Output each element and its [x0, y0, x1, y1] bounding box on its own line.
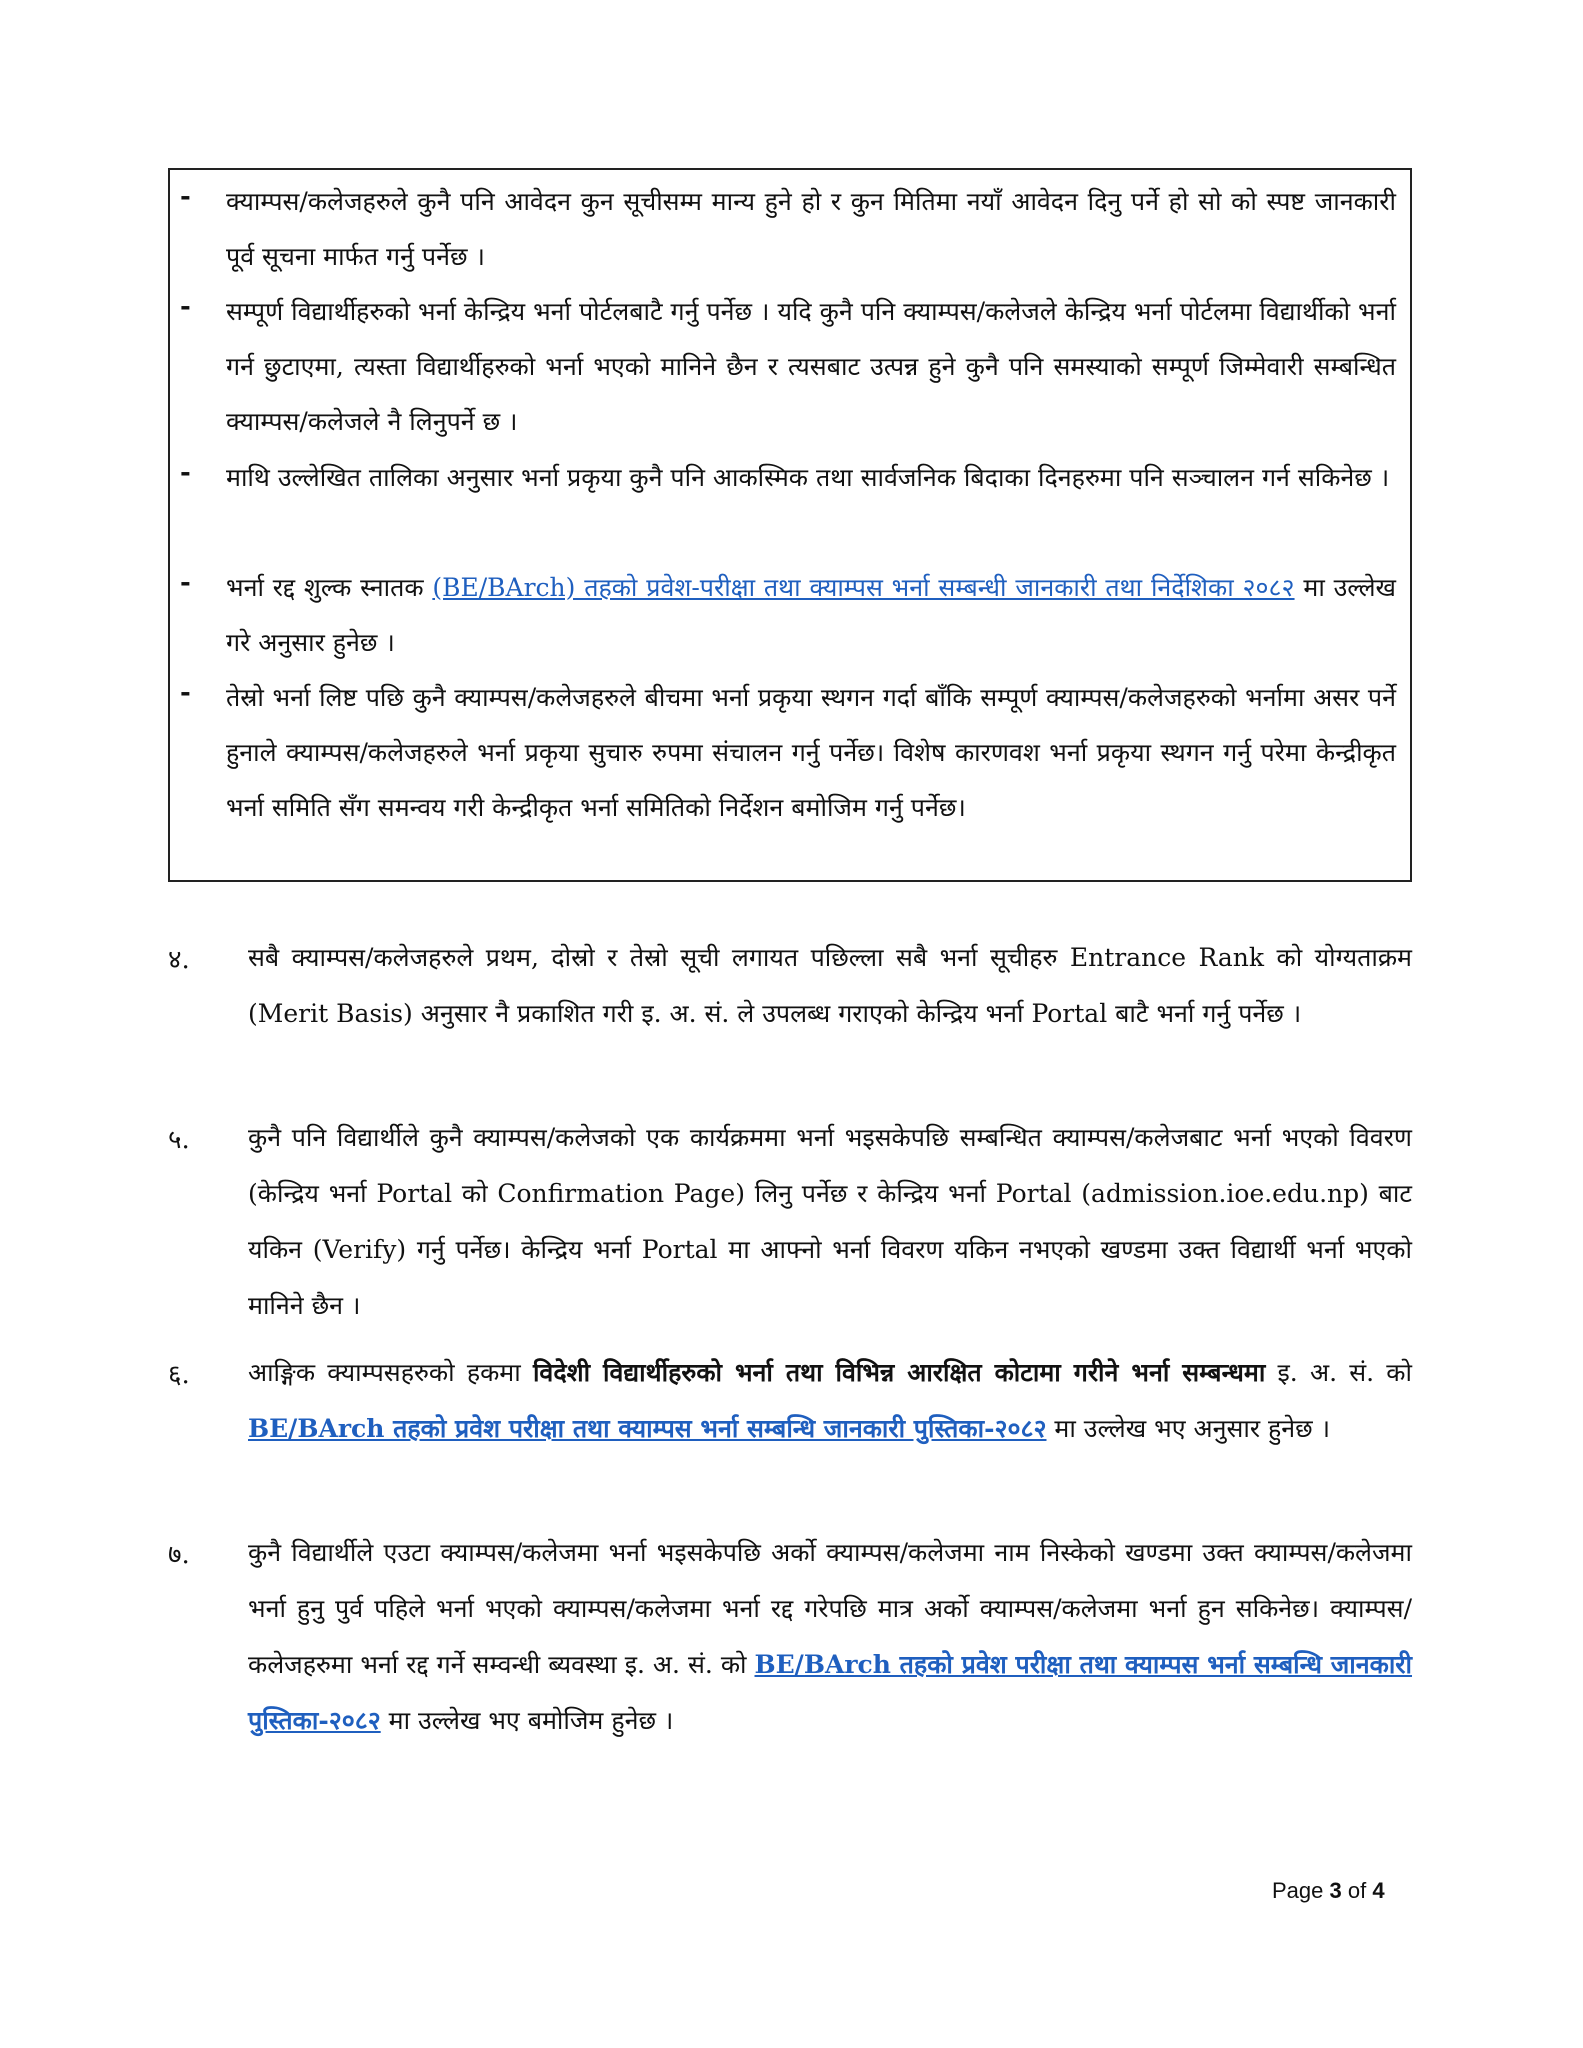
bullet-text: तेस्रो भर्ना लिष्ट पछि कुनै क्याम्पस/कलेजहरुले बीचमा भर्ना प्रकृया स्थगन गर्दा बाँकि सम्पूर्ण क्याम्पस/कलेजहरुको भर्नामा असर पर्ने हुनाले क्याम्पस/कलेजहरुले भर्ना प्रकृया सुचारु रुपमा संचालन गर्नु पर्नेछ। विशेष कारणवश भर्ना प्रकृया स्थगन गर्नु परेमा केन्द्रीकृत भर्ना समिति सँग समन्वय गरी केन्द्रीकृत भर्ना समितिको निर्देशन बमोजिम गर्नु पर्नेछ। [226, 683, 1396, 822]
item-number: ६. [168, 1360, 190, 1390]
bullet-dash: - [180, 458, 191, 488]
item-text: सबै क्याम्पस/कलेजहरुले प्रथम, दोस्रो र तेस्रो सूची लगायत पछिल्ला सबै भर्ना सूचीहरु Entrance Rank को योग्यताक्रम (Merit Basis) अनुसार नै प्रकाशित गरी इ. अ. सं. ले उपलब्ध गराएको केन्द्रिय भर्ना Portal बाटै भर्ना गर्नु पर्नेछ । [248, 943, 1412, 1028]
total-pages: 4 [1372, 1878, 1385, 1903]
notice-box [168, 168, 1412, 882]
bullet-text: सम्पूर्ण विद्यार्थीहरुको भर्ना केन्द्रिय भर्ना पोर्टलबाटै गर्नु पर्नेछ । यदि कुनै पनि क्याम्पस/कलेजले केन्द्रिय भर्ना पोर्टलमा विद्यार्थीको भर्ना गर्न छुटाएमा, त्यस्ता विद्यार्थीहरुको भर्ना भएको मानिने छैन र त्यसबाट उत्पन्न हुने कुनै पनि समस्याको सम्पूर्ण जिम्मेवारी सम्बन्धित क्याम्पस/कलेजले नै लिनुपर्ने छ । [226, 297, 1396, 436]
guide-link[interactable]: (BE/BArch) तहको प्रवेश-परीक्षा तथा क्याम्पस भर्ना सम्बन्धी जानकारी तथा निर्देशिका २०८२ [432, 573, 1295, 602]
bullet-text-before: भर्ना रद्द शुल्क स्नातक [226, 573, 433, 602]
item-text [248, 1345, 1412, 1457]
of-label: of [1347, 1878, 1367, 1903]
bullet-dash: - [180, 678, 191, 708]
page-label: Page [1272, 1878, 1324, 1903]
bullet-text-after: मा उल्लेख गरे अनुसार हुनेछ । [226, 573, 1396, 657]
item-text-mid: इ. अ. सं. को [1265, 1358, 1412, 1387]
current-page: 3 [1329, 1878, 1342, 1903]
bullet-dash: - [180, 292, 191, 322]
bullet-dash: - [180, 568, 191, 598]
item-number: ५. [168, 1125, 190, 1155]
booklet-link[interactable]: BE/BArch तहको प्रवेश परीक्षा तथा क्याम्पस भर्ना सम्बन्धि जानकारी पुस्तिका-२०८२ [248, 1650, 1412, 1735]
bullet-dash: - [180, 182, 191, 212]
bullet-text: माथि उल्लेखित तालिका अनुसार भर्ना प्रकृया कुनै पनि आकस्मिक तथा सार्वजनिक बिदाका दिनहरुमा पनि सञ्चालन गर्न सकिनेछ । [226, 463, 1390, 492]
item-text: कुनै पनि विद्यार्थीले कुनै क्याम्पस/कलेजको एक कार्यक्रममा भर्ना भइसकेपछि सम्बन्धित क्याम्पस/कलेजबाट भर्ना भएको विवरण (केन्द्रिय भर्ना Portal को Confirmation Page) लिनु पर्नेछ र केन्द्रिय भर्ना Portal (admission.ioe.edu.np) बाट यकिन (Verify) गर्नु पर्नेछ। केन्द्रिय भर्ना Portal मा आफ्नो भर्ना विवरण यकिन नभएको खण्डमा उक्त विद्यार्थी भर्ना भएको मानिने छैन । [248, 1123, 1412, 1320]
item-text-after: मा उल्लेख भए अनुसार हुनेछ । [1046, 1414, 1331, 1443]
booklet-link[interactable]: BE/BArch तहको प्रवेश परीक्षा तथा क्याम्पस भर्ना सम्बन्धि जानकारी पुस्तिका-२०८२ [248, 1414, 1047, 1443]
item-number: ४. [168, 945, 190, 975]
item-bold-text: विदेशी विद्यार्थीहरुको भर्ना तथा विभिन्न आरक्षित कोटामा गरीने भर्ना सम्बन्धमा [532, 1358, 1266, 1387]
item-text-before: कुनै विद्यार्थीले एउटा क्याम्पस/कलेजमा भर्ना भइसकेपछि अर्को क्याम्पस/कलेजमा नाम निस्केको खण्डमा उक्त क्याम्पस/कलेजमा भर्ना हुनु पुर्व पहिले भर्ना भएको क्याम्पस/कलेजमा भर्ना रद्द गरेपछि मात्र अर्को क्याम्पस/कलेजमा भर्ना हुन सकिनेछ। क्याम्पस/कलेजहरुमा भर्ना रद्द गर्ने सम्वन्धी ब्यवस्था इ. अ. सं. को [248, 1538, 1412, 1679]
item-text [248, 1525, 1412, 1749]
page-footer [1272, 1878, 1385, 1904]
bullet-text: क्याम्पस/कलेजहरुले कुनै पनि आवेदन कुन सूचीसम्म मान्य हुने हो र कुन मितिमा नयाँ आवेदन दिनु पर्ने हो सो को स्पष्ट जानकारी पूर्व सूचना मार्फत गर्नु पर्नेछ । [226, 187, 1396, 271]
bullet-text [226, 560, 1396, 670]
item-text-before: आङ्गिक क्याम्पसहरुको हकमा [248, 1358, 533, 1387]
item-text-after: मा उल्लेख भए बमोजिम हुनेछ । [380, 1706, 674, 1735]
item-number: ७. [168, 1540, 190, 1570]
